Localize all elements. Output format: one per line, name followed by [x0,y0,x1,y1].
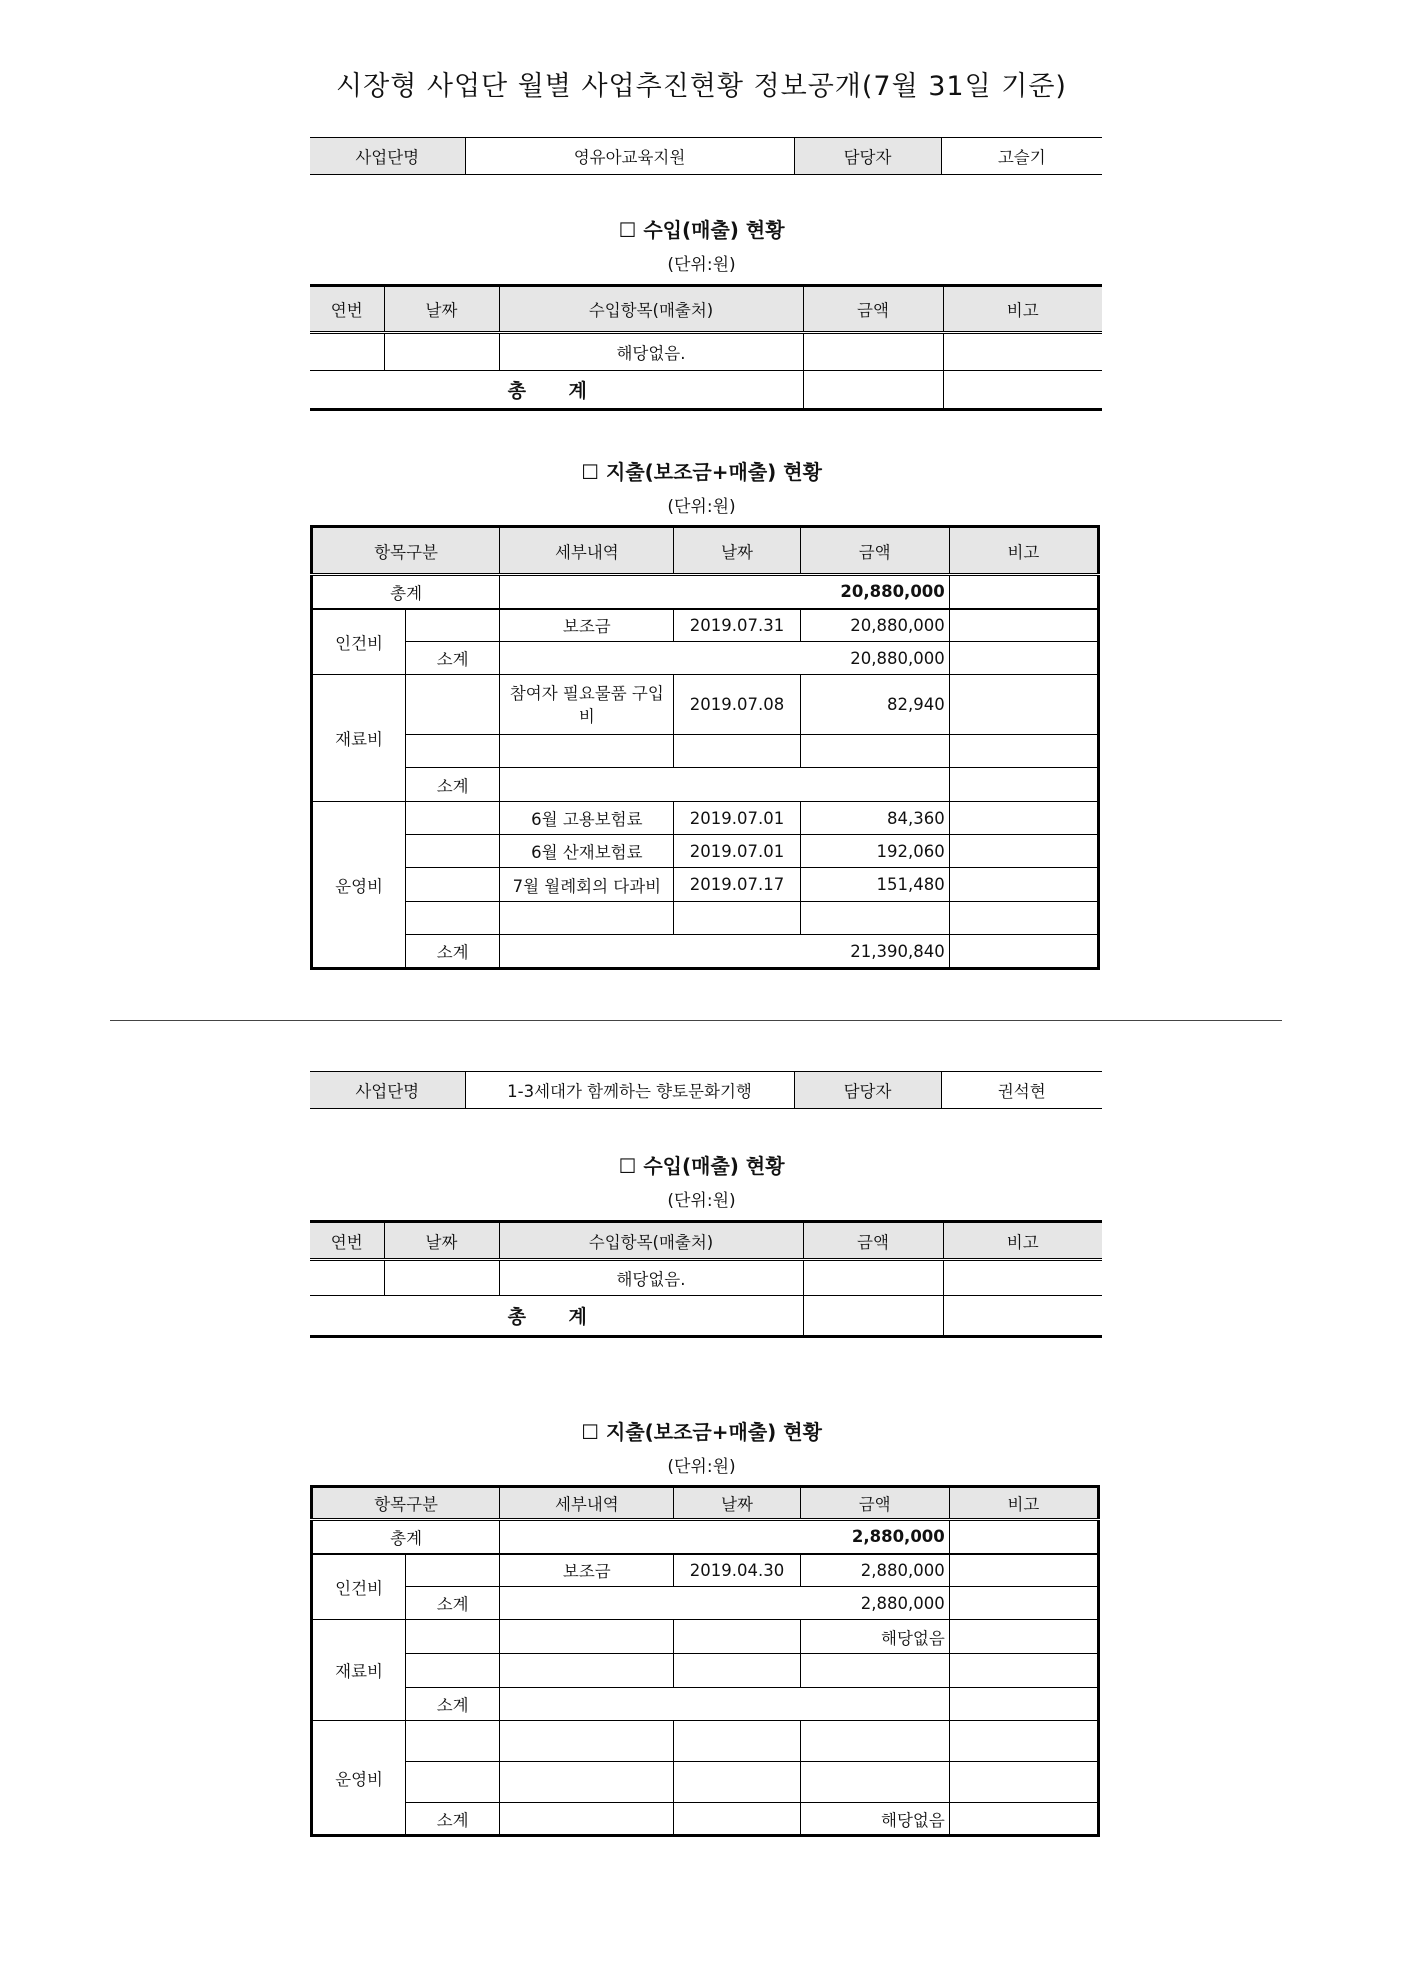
expense-amount: 192,060 [800,835,949,868]
org-name: 1-3세대가 함께하는 향토문화기행 [465,1072,794,1109]
income-note: 해당없음. [499,333,803,371]
col-amount: 금액 [800,1487,949,1520]
material-note: 해당없음 [800,1620,949,1654]
expense-detail: 6월 산재보험료 [500,835,674,868]
subtotal-label: 소계 [406,1803,500,1836]
unit-label: (단위:원) [667,497,736,517]
col-amount: 금액 [803,286,943,333]
subtotal-amount [500,768,950,802]
unit-label: (단위:원) [667,255,736,275]
expense-detail: 6월 고용보험료 [500,802,674,835]
unit-label: (단위:원) [667,1191,736,1211]
org-name: 영유아교육지원 [465,138,794,175]
expense-date: 2019.07.08 [674,675,800,735]
category-personnel: 인건비 [312,1554,406,1620]
col-detail: 세부내역 [500,1487,674,1520]
col-category: 항목구분 [312,527,500,575]
unit-label: (단위:원) [667,1457,736,1477]
expense-date: 2019.07.01 [674,802,800,835]
expense-date: 2019.07.31 [674,609,800,642]
col-item: 수입항목(매출처) [499,286,803,333]
col-note: 비고 [949,1487,1098,1520]
expense-amount: 82,940 [800,675,949,735]
operation-note: 해당없음 [800,1803,949,1836]
manager-label: 담당자 [794,1072,941,1109]
income-table [310,284,1102,411]
expense-section-title: ☐ 지출(보조금+매출) 현황 [581,1420,822,1444]
expense-amount: 20,880,000 [800,609,949,642]
col-amount: 금액 [803,1222,943,1260]
category-operation: 운영비 [312,802,406,969]
col-date: 날짜 [384,1222,499,1260]
subtotal-label: 소계 [406,642,500,675]
col-date: 날짜 [674,1487,800,1520]
category-material: 재료비 [312,1620,406,1721]
subtotal-label: 소계 [406,1587,500,1620]
project-info-table [310,137,1102,175]
project-info-table [310,1071,1102,1109]
expense-section-title: ☐ 지출(보조금+매출) 현황 [581,460,822,484]
expense-date: 2019.04.30 [674,1554,800,1587]
col-no: 연번 [310,1222,384,1260]
col-category: 항목구분 [312,1487,500,1520]
col-item: 수입항목(매출처) [499,1222,803,1260]
expense-detail: 7월 월례회의 다과비 [500,868,674,902]
subtotal-amount: 20,880,000 [500,642,950,675]
income-note: 해당없음. [499,1260,803,1296]
grand-total-amount: 2,880,000 [500,1520,950,1554]
col-note: 비고 [949,527,1098,575]
col-note: 비고 [943,1222,1102,1260]
page-title: 시장형 사업단 월별 사업추진현황 정보공개(7월 31일 기준) [336,71,1067,102]
section-divider [110,1020,1282,1021]
income-total-label: 총 계 [310,371,803,410]
expense-amount: 84,360 [800,802,949,835]
category-material: 재료비 [312,675,406,802]
col-amount: 금액 [800,527,949,575]
subtotal-label: 소계 [406,1688,500,1721]
expense-detail: 보조금 [500,1554,674,1587]
grand-total-label: 총계 [312,575,500,609]
subtotal-amount: 21,390,840 [500,935,950,969]
category-personnel: 인건비 [312,609,406,675]
expense-detail: 보조금 [500,609,674,642]
income-total-label: 총 계 [310,1296,803,1337]
col-note: 비고 [943,286,1102,333]
income-section-title: ☐ 수입(매출) 현황 [618,218,785,242]
manager-label: 담당자 [794,138,941,175]
col-date: 날짜 [674,527,800,575]
expense-table [310,1485,1100,1837]
col-date: 날짜 [384,286,499,333]
expense-amount: 151,480 [800,868,949,902]
income-table [310,1220,1102,1338]
manager-name: 권석현 [941,1072,1102,1109]
org-label: 사업단명 [310,1072,465,1109]
expense-date: 2019.07.17 [674,868,800,902]
grand-total-label: 총계 [312,1520,500,1554]
expense-detail: 참여자 필요물품 구입비 [500,675,674,735]
subtotal-label: 소계 [406,935,500,969]
grand-total-amount: 20,880,000 [500,575,950,609]
col-detail: 세부내역 [500,527,674,575]
expense-date: 2019.07.01 [674,835,800,868]
subtotal-amount: 2,880,000 [500,1587,950,1620]
expense-amount: 2,880,000 [800,1554,949,1587]
manager-name: 고슬기 [941,138,1102,175]
category-operation: 운영비 [312,1721,406,1836]
income-section-title: ☐ 수입(매출) 현황 [618,1154,785,1178]
col-no: 연번 [310,286,384,333]
subtotal-label: 소계 [406,768,500,802]
org-label: 사업단명 [310,138,465,175]
expense-table [310,525,1100,970]
